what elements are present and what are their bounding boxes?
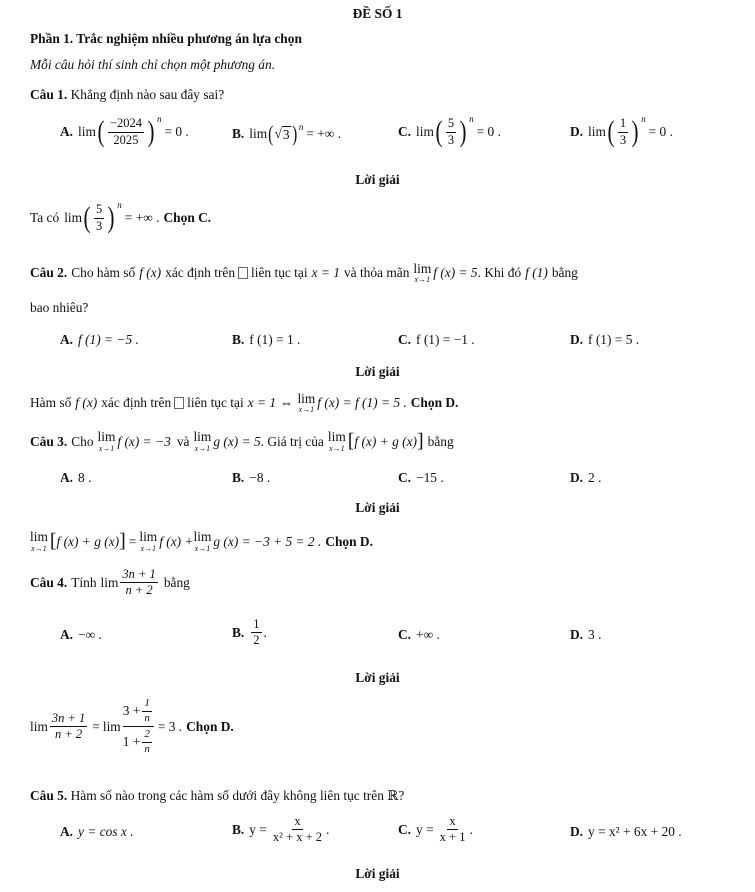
- lim-symbol: lim: [30, 718, 48, 734]
- frac-denominator: x + 1: [439, 830, 466, 845]
- option-a-text: y = cos x .: [78, 824, 134, 839]
- question-text: xác định trên: [165, 265, 236, 281]
- math-expr: f (x) + g (x): [56, 533, 120, 549]
- question-1-option-d[interactable]: D. lim ( $\frac{1}{3}$ ) n = 0 .: [570, 114, 673, 148]
- question-text: Cho hàm số: [71, 265, 136, 281]
- option-c-text: +∞ .: [416, 627, 440, 642]
- question-4-option-d[interactable]: [570, 627, 601, 643]
- option-c-text: f (1) = −1 .: [416, 332, 475, 347]
- frac-numerator: x: [292, 815, 302, 830]
- question-3-option-a[interactable]: [60, 470, 91, 486]
- question-1-option-b[interactable]: B. lim ( √ 3 ) n = +∞ .: [232, 121, 342, 146]
- option-c-result: = 0 .: [476, 124, 501, 139]
- frac-denominator: 3: [96, 218, 103, 233]
- option-b-label: B.: [232, 332, 245, 347]
- question-4-solution: [30, 698, 234, 755]
- question-3-option-d[interactable]: [570, 470, 601, 486]
- question-5-option-a[interactable]: [60, 824, 134, 840]
- option-d-label: D.: [570, 470, 584, 485]
- question-text: và thỏa mãn: [343, 265, 410, 281]
- math-expr: g (x) = 5: [213, 433, 261, 449]
- frac-numerator: 5: [94, 203, 104, 218]
- lim-symbol: lim: [102, 718, 121, 734]
- question-3: Câu 3. Cho lim x→1 f (x) = −3 và lim x→1 g (x) = 5 . Giá trị của lim x→1 [ f (x) + g (x) ] bằng: [30, 429, 454, 453]
- question-3-solution: lim x→1 [ f (x) + g (x) ] = lim x→1 f (x) + lim x→1 g (x) = −3 + 5 = 2 . Chọn D.: [30, 529, 373, 553]
- math-expr: f (x) = f (1) = 5 .: [317, 395, 407, 411]
- question-1-solution: Ta có lim ( $\frac{5}{3}$ ) n = +∞ . Chọn C.: [30, 200, 212, 234]
- question-2-option-c[interactable]: [398, 332, 475, 348]
- radicand: 3: [282, 126, 290, 142]
- question-text: . Giá trị của: [260, 433, 324, 449]
- solution-choice: Chọn D.: [410, 395, 459, 411]
- option-d-label: D.: [570, 627, 584, 642]
- math-expr: f (x) +: [159, 533, 194, 549]
- exponent: n: [156, 114, 162, 124]
- lim-symbol: lim x→1: [193, 429, 212, 453]
- frac-numerator: −2024: [108, 117, 144, 132]
- lim-symbol: lim: [588, 124, 606, 139]
- question-text: Tính: [71, 574, 97, 590]
- option-b-text: f (1) = 1 .: [249, 332, 301, 347]
- option-b-dot: .: [326, 821, 330, 837]
- solution-result: = 3 .: [157, 718, 183, 734]
- option-d-text: 3 .: [588, 627, 602, 642]
- option-b-label: B.: [232, 624, 245, 640]
- lim-symbol: lim: [416, 124, 434, 139]
- option-d-text: 2 .: [588, 470, 602, 485]
- math-expr: g (x) = −3 + 5 = 2 .: [213, 533, 322, 549]
- question-3-option-c[interactable]: [398, 470, 444, 486]
- question-2: [30, 262, 578, 284]
- question-5: [30, 788, 755, 804]
- frac-denominator: x² + x + 2: [272, 830, 322, 845]
- option-a-label: A.: [60, 824, 74, 839]
- question-5-option-b[interactable]: [232, 815, 329, 844]
- question-4-option-b[interactable]: [232, 618, 267, 647]
- frac-denominator: 3: [619, 132, 627, 147]
- missing-glyph-icon: [238, 267, 248, 279]
- lim-symbol: lim: [100, 574, 119, 590]
- solution-heading-5: Lời giải: [355, 866, 400, 881]
- option-b-dot: .: [263, 624, 267, 640]
- option-d-text: f (1) = 5 .: [588, 332, 640, 347]
- option-a-label: A.: [60, 332, 74, 347]
- exponent: n: [117, 200, 122, 210]
- math-expr: x = 1: [247, 395, 277, 411]
- lim-symbol: lim x→1: [30, 529, 48, 553]
- question-5-label: Câu 5.: [30, 788, 68, 803]
- sqrt-symbol: √ 3: [274, 125, 290, 142]
- math-expr: x = 1: [311, 265, 340, 281]
- math-expr: f (1): [525, 265, 548, 281]
- solution-choice: Chọn D.: [325, 533, 373, 549]
- frac-numerator: 5: [446, 117, 456, 132]
- equals-symbol: =: [128, 533, 137, 549]
- exponent: n: [469, 114, 474, 124]
- frac-numerator: 3n + 1: [120, 568, 157, 583]
- frac-denominator: 3: [447, 132, 455, 147]
- question-4-option-c[interactable]: [398, 627, 440, 643]
- question-text: . Khi đó: [477, 265, 522, 281]
- solution-choice: Chọn C.: [163, 210, 212, 225]
- exponent: n: [641, 114, 646, 124]
- equivalence-symbol: ⇔: [280, 395, 294, 411]
- option-a-text: f (1) = −5 .: [78, 332, 139, 347]
- complex-fraction: 3 + $\frac{1}{n}$ 1 + $\frac{2}{n}$: [123, 698, 154, 755]
- option-b-label: B.: [232, 126, 245, 141]
- question-4-option-a[interactable]: [60, 627, 102, 643]
- solution-heading-4: Lời giải: [355, 670, 400, 685]
- option-a-label: A.: [60, 470, 74, 485]
- option-b-result: = +∞ .: [306, 126, 342, 141]
- exponent: n: [298, 122, 304, 132]
- solution-heading-2: Lời giải: [355, 364, 400, 379]
- document-title: ĐỀ SỐ 1: [352, 6, 403, 21]
- option-c-prefix: y =: [416, 821, 434, 837]
- equals-symbol: =: [92, 718, 100, 734]
- solution-heading-3: Lời giải: [355, 500, 400, 515]
- question-1-text: Khẳng định nào sau đây sai?: [70, 87, 225, 102]
- question-2-option-d[interactable]: [570, 332, 639, 348]
- frac-denominator: 2: [253, 633, 260, 648]
- question-4-label: Câu 4.: [30, 574, 68, 590]
- frac-denominator: n + 2: [125, 583, 153, 598]
- option-c-label: C.: [398, 821, 412, 837]
- solution-choice: Chọn D.: [186, 718, 234, 734]
- solution-text: xác định trên: [101, 395, 172, 411]
- question-text: bằng: [163, 574, 190, 590]
- option-a-label: A.: [60, 124, 74, 139]
- frac-denominator: 2025: [113, 132, 139, 147]
- question-1: [30, 87, 755, 103]
- frac-numerator: 1: [251, 618, 261, 633]
- question-1-label: Câu 1.: [30, 87, 68, 102]
- question-text: bằng: [551, 265, 578, 281]
- question-text: bằng: [427, 433, 454, 449]
- option-d-label: D.: [570, 332, 584, 347]
- lim-symbol: lim: [249, 126, 268, 141]
- frac-numerator: x: [447, 815, 457, 830]
- math-expr: f (x) = 5: [433, 265, 478, 281]
- question-2-solution: [30, 392, 458, 414]
- option-c-text: −15 .: [416, 470, 444, 485]
- lim-symbol: lim x→1: [193, 529, 212, 553]
- option-a-result: = 0 .: [164, 124, 189, 139]
- frac-numerator: 3n + 1: [50, 712, 87, 727]
- option-b-label: B.: [232, 821, 245, 837]
- question-1-option-c[interactable]: C. lim ( $\frac{5}{3}$ ) n = 0 .: [398, 114, 501, 148]
- math-expr: f (x) = −3: [117, 433, 171, 449]
- solution-result: = +∞ .: [124, 210, 160, 225]
- question-1-option-a[interactable]: A. lim ( $\frac{-2024}{2025}$ ) n = 0 .: [60, 114, 189, 148]
- lim-symbol: lim x→1: [139, 529, 158, 553]
- option-b-label: B.: [232, 470, 245, 485]
- lim-symbol: lim x→1: [297, 391, 316, 415]
- question-2-option-b[interactable]: [232, 332, 300, 348]
- option-c-label: C.: [398, 332, 412, 347]
- option-c-label: C.: [398, 627, 412, 642]
- solution-prefix: Ta có: [30, 210, 60, 225]
- question-text: và: [176, 433, 190, 449]
- lim-symbol: lim: [78, 124, 96, 139]
- question-5-option-d[interactable]: [570, 824, 682, 840]
- option-a-text: 8 .: [78, 470, 92, 485]
- option-d-label: D.: [570, 124, 584, 139]
- lim-symbol: lim x→1: [327, 429, 346, 453]
- question-5-text: Hàm số nào trong các hàm số dưới đây không liên tục trên ℝ?: [70, 788, 405, 803]
- option-c-label: C.: [398, 470, 412, 485]
- question-text: liên tục tại: [251, 265, 308, 281]
- question-2-continued: bao nhiêu?: [30, 300, 89, 315]
- math-expr: f (x) + g (x): [354, 433, 417, 449]
- option-d-label: D.: [570, 824, 584, 839]
- question-5-option-c[interactable]: [398, 815, 473, 844]
- lim-symbol: lim x→1: [413, 261, 432, 285]
- option-a-label: A.: [60, 627, 74, 642]
- question-4: [30, 568, 190, 597]
- solution-heading-1: Lời giải: [355, 172, 400, 187]
- frac-numerator: 1: [618, 117, 628, 132]
- question-3-label: Câu 3.: [30, 433, 68, 449]
- math-expr: f (x): [139, 265, 162, 281]
- lim-symbol: lim: [64, 210, 83, 225]
- math-expr: f (x): [75, 395, 98, 411]
- solution-text: Hàm số: [30, 395, 72, 411]
- option-b-text: −8 .: [249, 470, 271, 485]
- question-2-label: Câu 2.: [30, 265, 68, 281]
- lim-symbol: lim x→1: [97, 429, 116, 453]
- missing-glyph-icon: [174, 397, 184, 409]
- option-d-text: y = x² + 6x + 20 .: [588, 824, 682, 839]
- solution-text: liên tục tại: [187, 395, 244, 411]
- option-c-label: C.: [398, 124, 412, 139]
- section-heading: Phần 1. Trắc nghiệm nhiều phương án lựa chọn: [30, 31, 302, 46]
- option-c-dot: .: [469, 821, 473, 837]
- question-2-option-a[interactable]: [60, 332, 139, 348]
- frac-denominator: n + 2: [54, 727, 83, 742]
- question-3-option-b[interactable]: [232, 470, 270, 486]
- instruction-text: Mỗi câu hỏi thí sinh chỉ chọn một phương án.: [30, 57, 276, 72]
- option-d-result: = 0 .: [648, 124, 673, 139]
- option-b-prefix: y =: [249, 821, 267, 837]
- option-a-text: −∞ .: [78, 627, 102, 642]
- question-text: Cho: [71, 433, 94, 449]
